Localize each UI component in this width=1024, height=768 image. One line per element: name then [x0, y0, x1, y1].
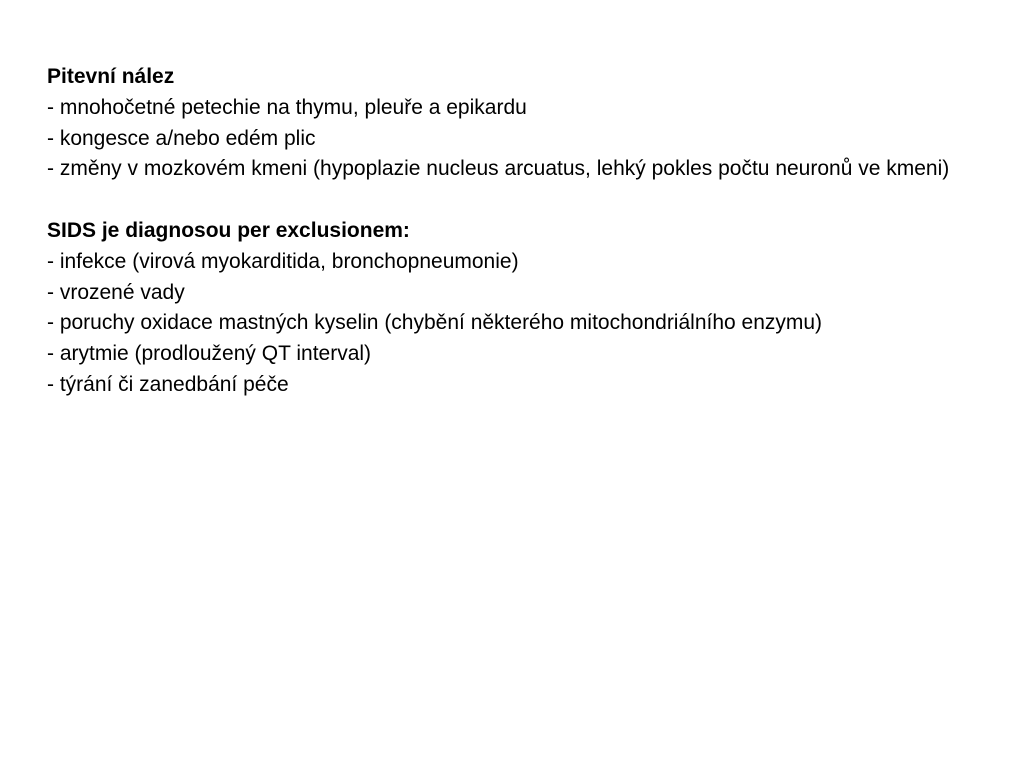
slide-content [47, 62, 987, 401]
list-item: - vrozené vady [47, 280, 185, 304]
autopsy-findings-section [47, 62, 987, 185]
exclusion-diagnosis-section [47, 216, 987, 401]
section-heading: SIDS je diagnosou per exclusionem: [47, 218, 410, 242]
section-heading: Pitevní nález [47, 65, 175, 88]
list-item: - poruchy oxidace mastných kyselin (chybění některého mitochondriálního enzymu) [47, 311, 823, 335]
list-item: - týrání či zanedbání péče [47, 372, 289, 396]
list-item: - změny v mozkovém kmeni (hypoplazie nucleus arcuatus, lehký pokles počtu neuronů ve kmeni) [47, 157, 950, 181]
list-item: - kongesce a/nebo edém plic [47, 126, 316, 150]
list-item: - infekce (virová myokarditida, bronchopneumonie) [47, 249, 519, 273]
list-item: - mnohočetné petechie na thymu, pleuře a epikardu [47, 95, 527, 119]
list-item: - arytmie (prodloužený QT interval) [47, 342, 372, 366]
